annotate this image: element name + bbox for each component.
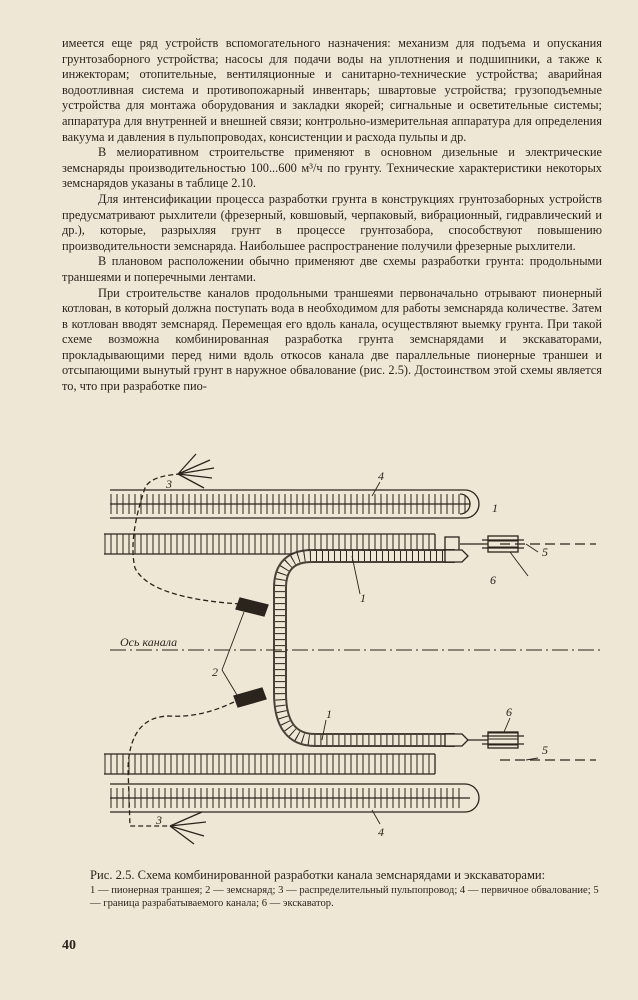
lower-excavator-icon bbox=[468, 732, 524, 748]
label-5: 5 bbox=[542, 743, 548, 757]
paragraph: Для интенсификации процесса разработки грунта в конструкциях грунтозаборных устройств предусматривают рыхлители (фрезерный, ковшовый, черпаковый, вибрационный, гидравлический и др.), которые, разрыхляя грунт в процессе грунтозабора, способствуют повышению производительности земснаряда. Наибольшее распространение получили фрезерные рыхлители. bbox=[62, 191, 602, 253]
caption-legend: 1 — пионерная траншея; 2 — земснаряд; 3 — распределительный пульпопровод; 4 — первичное обвалование; 5 — граница разрабатываемого канала; 6 — экскаватор. bbox=[90, 885, 599, 909]
canal-axis bbox=[110, 635, 602, 650]
body-text bbox=[62, 36, 602, 395]
paragraph: При строительстве каналов продольными траншеями первоначально отрывают пионерный котлован, в который должна поступать вода в необходимом для работы земснаряда количестве. Затем в котлован вводят земснаряд. Перемещая его вдоль канала, осуществляют выемку грунта. При такой схеме возможна комбинированная разработка грунта земснарядами и экскаваторами, прокладывающими перед ними вдоль откосов канала две параллельные пионерные траншеи и отсыпающими вынутый грунт в наружное обвалование (рис. 2.5). Достоинством этой схемы является то, что при разработке пио- bbox=[62, 285, 602, 394]
label-1: 1 bbox=[492, 501, 498, 515]
label-1: 1 bbox=[326, 707, 332, 721]
label-4: 4 bbox=[378, 825, 384, 839]
dredge-icon bbox=[234, 598, 268, 707]
label-6: 6 bbox=[506, 705, 512, 719]
label-1: 1 bbox=[360, 591, 366, 605]
label-6: 6 bbox=[490, 573, 496, 587]
paragraph: имеется еще ряд устройств вспомогательного назначения: механизм для подъема и опускания грунтозаборного устройства; насосы для подачи воды на уплотнения и подшипники, а также к инжекторам; отопительные, вентиляционные и санитарно-технические устройства; аварийная водоотливная система и противопожарный инвентарь; швартовые устройства; грузоподъемные устройства для монтажа оборудования и закладки якорей; сигнальные и осветительные системы; аппаратура для внутренней и внешней связи; контрольно-измерительная аппаратура для определения вакуума и давления в пульпопроводах, консистенции и расхода пульпы и др. bbox=[62, 36, 602, 144]
label-4: 4 bbox=[378, 469, 384, 483]
caption-title: Рис. 2.5. Схема комбинированной разработки канала земснарядами и экскаваторами: bbox=[90, 868, 546, 882]
page-number: 40 bbox=[62, 938, 76, 953]
axis-label: Ось канала bbox=[120, 635, 178, 649]
lower-pioneer-trench bbox=[104, 754, 596, 774]
canal-excavation-diagram bbox=[90, 448, 610, 863]
paragraph: В мелиоративном строительстве применяют в основном дизельные и электрические земснаряды производительностью 100...600 м³/ч по грунту. Технические характеристики некоторых земснарядов указаны в таблице 2.10. bbox=[62, 145, 602, 191]
label-2: 2 bbox=[212, 665, 218, 679]
lower-embankment bbox=[110, 784, 479, 812]
paragraph: В плановом расположении обычно применяют две схемы разработки грунта: продольными траншеями и поперечными лентами. bbox=[62, 254, 602, 284]
upper-embankment bbox=[110, 490, 479, 518]
figure-caption bbox=[90, 868, 602, 910]
dredge-channel bbox=[280, 550, 468, 746]
label-3: 3 bbox=[156, 813, 162, 827]
label-3: 3 bbox=[166, 477, 172, 491]
label-5: 5 bbox=[542, 545, 548, 559]
